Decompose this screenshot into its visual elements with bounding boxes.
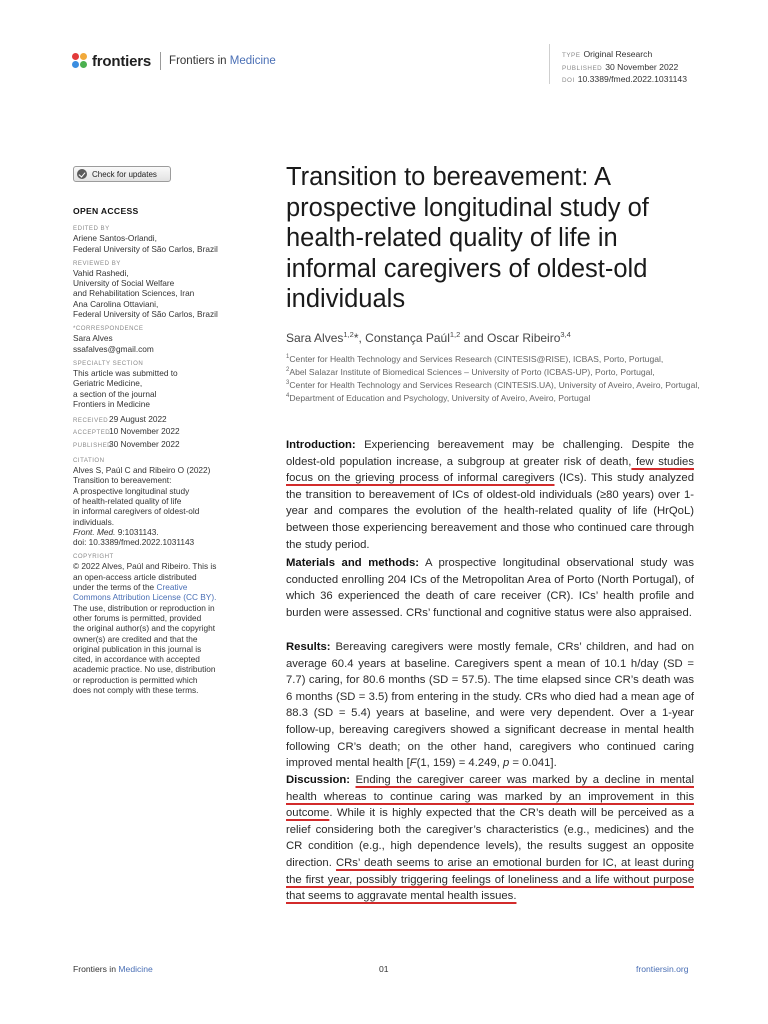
highlighted-text: CRs’ death seems to arise an emotional burden for IC, at least during the first year, possibly triggering feelings of loneliness and a life without purpose that seems to aggravate mental health issues. bbox=[286, 856, 694, 903]
journal-name[interactable]: Frontiers in Medicine bbox=[169, 55, 276, 67]
check-updates-icon bbox=[77, 169, 87, 179]
abstract-discussion: Discussion: Ending the caregiver career was marked by a decline in mental health whereas to continue caring was marked by an improvement in this outcome. While it is highly expected that the CR’s death will be perceived as a relief considering both the caregiver’s characteristics (e.g., medicines) and the CR condition (e.g., high dependence levels), the results suggest an opposite direction. CRs’ death seems to arise an emotional burden for IC, at least during the first year, possibly triggering feelings of loneliness and a life without purpose that seems to aggravate mental health issues. bbox=[286, 774, 694, 903]
article-type: Original Research bbox=[583, 49, 653, 59]
author-link[interactable]: Sara Alves bbox=[286, 331, 344, 345]
abstract-methods: Materials and methods: A prospective longitudinal observational study was conducted enrolling 204 ICs of the Metropolitan Area of Porto (North Portugal), of which 36 experienced the death of care receiver (CR). ICs’ health profile and burden were assessed. CRs’ functional and cognitive status were also appraised. bbox=[286, 557, 694, 619]
highlighted-text: Ending the caregiver career was marked by a decline in mental health whereas to continue caring was marked by an improvement in this outcome bbox=[286, 774, 694, 820]
check-for-updates-button[interactable]: Check for updates bbox=[73, 166, 171, 182]
footer-site-link[interactable]: frontiersin.org bbox=[636, 964, 689, 974]
doi[interactable]: 10.3389/fmed.2022.1031143 bbox=[577, 74, 687, 84]
correspondence[interactable]: Sara Alves ssafalves@gmail.com bbox=[73, 333, 154, 354]
footer-journal: Frontiers in Medicine bbox=[73, 964, 153, 974]
abstract-introduction: Introduction: Experiencing bereavement may be challenging. Despite the oldest-old population increase, a subgroup at greater risk of death, few studies focus on the grieving process of informal caregivers (ICs). This study analyzed the transition to bereavement of ICs of oldest-old individuals (≥80 years) over 1-year and compares the evolution of the health-related quality of life (HrQoL) between those experiencing bereavement and those who continued care through the study period. bbox=[286, 439, 694, 551]
affiliations: $^1$Center for Health Technology and Services Research (CINTESIS@RISE), ICBAS, Porto, Portugal, $^2$Abel Salazar Institute of Biomedical Sciences – University of Porto (ICBAS-UP), Porto, Portugal, $^3$Center for Health Technology and Services Research (CINTESIS.UA), University of Aveiro, Aveiro, Portugal, $^4$Department of Education and Psychology, University of Aveiro, Aveiro, Portugal bbox=[286, 353, 700, 404]
cc-by-license-link[interactable]: Creative Commons Attribution License (CC BY). bbox=[73, 582, 217, 603]
author-link[interactable]: Constança Paúl bbox=[365, 331, 450, 345]
highlighted-text: few studies focus on the grieving process of informal caregivers bbox=[286, 455, 694, 485]
sidebar: OPEN ACCESS EDITED BY Ariene Santos-Orlandi, Federal University of São Carlos, Brazil REVIEWED BY Vahid Rashedi, University of Social Welfare and Rehabilitation Sciences, Iran Ana Carolina Ottaviani, Federal University of São Carlos, Brazil *CORRESPONDENCE Sara Alves ssafalves@gmail.com SPECIALTY SECTION This article was submitted to Geriatric Medicine, a section of the journal Frontiers in Medicine RECEIVED29 August 2022 ACCEPTED10 November 2022 PUBLISHED30 November 2022 CITATION Alves S, Paúl C and Ribeiro O (2022) Transition to bereavement: A prospective longitudinal study of health-related quality of life in informal caregivers of oldest-old individuals. Front. Med. 9:1031143. doi: 10.3389/fmed.2022.1031143 COPYRIGHT © 2022 Alves, Paúl and Ribeiro. This is an open-access article distributed under the terms of the Creative Commons Attribution License (CC BY). The use, distribution or reproduction in other forums is permitted, provided the original author(s) and the copyright owner(s) are credited and that the original publication in this journal is cited, in accordance with accepted academic practice. No use, distribution or reproduction is permitted which does not comply with these terms. bbox=[73, 206, 243, 695]
journal-header bbox=[72, 50, 276, 72]
header-divider bbox=[160, 52, 161, 70]
citation: Alves S, Paúl C and Ribeiro O (2022) Transition to bereavement: A prospective longitudinal study of health-related quality of life in informal caregivers of oldest-old individuals. Front. Med. 9:1031143. doi: 10.3389/fmed.2022.1031143 bbox=[73, 465, 211, 548]
frontiers-logo-icon bbox=[72, 53, 88, 69]
open-access-label: OPEN ACCESS bbox=[73, 206, 139, 216]
abstract-results: Results: Bereaving caregivers were mostly female, CRs’ children, and had on average 60.4 years at baseline. Caregivers spent a mean of 10.1 h/day (SD = 7.7) caring, for 80.6 months (SD = 57.5). The time elapsed since CR’s death was 6 months (SD = 3.5) from entering in the study. CRs who died had a mean age of 88.3 (SD = 5.4) years at baseline, and were very dependent. Over a 1-year follow-up, bereaving caregivers showed a significant decrease in mental health following CR’s death; on the other hand, caregivers who continued caring improved mental health [F(1, 159) = 4.249, p = 0.041]. bbox=[286, 641, 694, 770]
article-title: Transition to bereavement: A prospective longitudinal study of health-related quality of life in informal caregivers of oldest-old individuals bbox=[286, 163, 649, 313]
edited-by: Ariene Santos-Orlandi, Federal University of São Carlos, Brazil bbox=[73, 233, 218, 254]
meta-divider bbox=[549, 44, 550, 84]
author-link[interactable]: Oscar Ribeiro bbox=[487, 331, 561, 345]
published-date: 30 November 2022 bbox=[605, 61, 679, 72]
publisher-logo-text: frontiers bbox=[92, 52, 152, 70]
specialty-section: This article was submitted to Geriatric Medicine, a section of the journal Frontiers in Medicine bbox=[73, 367, 178, 409]
copyright: © 2022 Alves, Paúl and Ribeiro. This is an open-access article distributed under the terms of the Creative Commons Attribution License (CC BY). The use, distribution or reproduction in other forums is permitted, provided the original author(s) and the copyright owner(s) are credited and that the original publication in this journal is cited, in accordance with accepted academic practice. No use, distribution or reproduction is permitted which does not comply with these terms. bbox=[73, 561, 217, 695]
dates: RECEIVED29 August 2022 ACCEPTED10 November 2022 PUBLISHED30 November 2022 bbox=[73, 414, 180, 449]
page-number: 01 bbox=[379, 964, 389, 974]
article-meta: TYPE Original Research PUBLISHED 30 November 2022 DOI 10.3389/fmed.2022.1031143 bbox=[562, 49, 687, 84]
authors: Sara Alves$^{1,2}$*, Constança Paúl$^{1,2}$ and Oscar Ribeiro$^{3,4}$ bbox=[286, 330, 571, 345]
reviewed-by: Vahid Rashedi, University of Social Welfare and Rehabilitation Sciences, Iran Ana Carolina Ottaviani, Federal University of São Carlos, Brazil bbox=[73, 267, 218, 320]
